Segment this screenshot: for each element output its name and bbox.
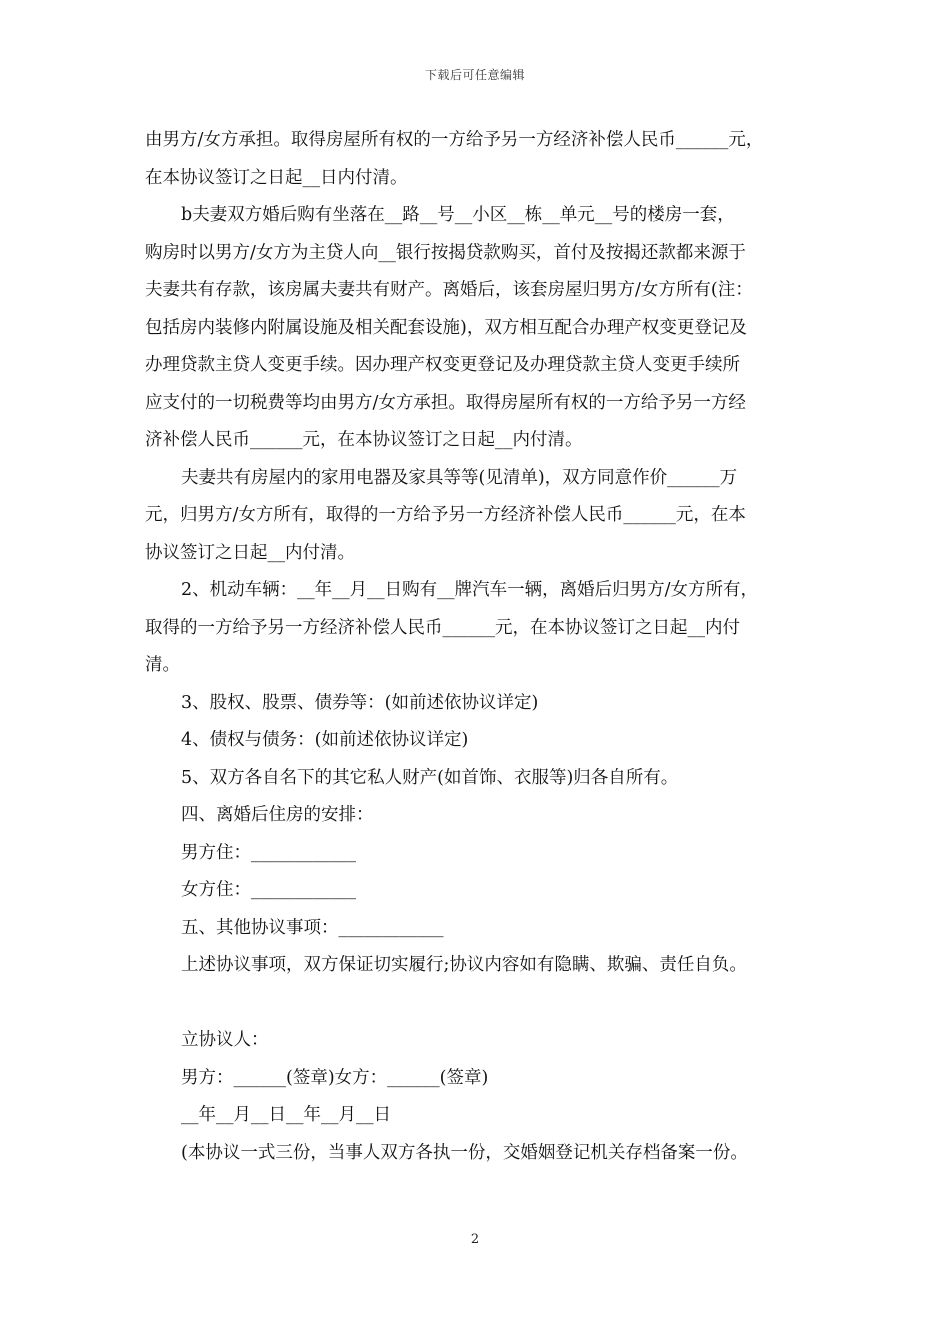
male-residence-field: 男方住：____________ — [181, 842, 356, 863]
female-residence-field: 女方住：____________ — [181, 880, 356, 900]
date-line: __年__月__日__年__月__日 — [181, 1105, 391, 1125]
page-number: 2 — [470, 1232, 480, 1247]
list-item-equity: 3、股权、股票、债券等：(如前述依协议详定) — [181, 692, 539, 713]
paragraph-line: 元，归男方/女方所有，取得的一方给予另一方经济补偿人民币______元，在本 — [145, 505, 746, 525]
paragraph-line: 协议签订之日起__内付清。 — [145, 542, 355, 563]
paragraph-line: 包括房内装修内附属设施及相关配套设施)，双方相互配合办理产权变更登记及 — [145, 317, 747, 338]
paragraph-line: 取得的一方给予另一方经济补偿人民币______元，在本协议签订之日起__内付 — [145, 617, 740, 638]
signatories-heading: 立协议人： — [181, 1030, 269, 1050]
page-header-note: 下载后可任意编辑 — [424, 68, 525, 82]
paragraph-line: 济补偿人民币______元，在本协议签订之日起__内付清。 — [145, 430, 583, 450]
paragraph-line: 购房时以男方/女方为主贷人向__银行按揭贷款购买，首付及按揭还款都来源于 — [145, 242, 746, 263]
paragraph-line: 夫妻共有房屋内的家用电器及家具等等(见清单)，双方同意作价______万 — [181, 467, 738, 488]
list-item-personal-property: 5、双方各自名下的其它私人财产(如首饰、衣服等)归各自所有。 — [181, 767, 679, 788]
paragraph-line: 由男方/女方承担。取得房屋所有权的一方给予另一方经济补偿人民币______元， — [145, 130, 764, 150]
paragraph-line: 2、机动车辆：__年__月__日购有__牌汽车一辆，离婚后归男方/女方所有， — [181, 580, 759, 600]
list-item-debts: 4、债权与债务：(如前述依协议详定) — [181, 730, 469, 750]
section-heading-other-matters: 五、其他协议事项：____________ — [181, 917, 444, 938]
paragraph-line: 清。 — [145, 655, 180, 675]
section-heading-housing: 四、离婚后住房的安排： — [181, 805, 374, 825]
paragraph-line: 应支付的一切税费等均由男方/女方承担。取得房屋所有权的一方给予另一方经 — [145, 392, 746, 413]
guarantee-statement: 上述协议事项，双方保证切实履行;协议内容如有隐瞒、欺骗、责任自负。 — [181, 955, 747, 975]
blank-gap — [145, 985, 817, 1023]
paragraph-line: 夫妻共有存款，该房属夫妻共有财产。离婚后，该套房屋归男方/女方所有(注： — [145, 280, 753, 300]
paragraph-line: b夫妻双方婚后购有坐落在__路__号__小区__栋__单元__号的楼房一套， — [181, 205, 735, 225]
document-body — [145, 122, 817, 1172]
paragraph-line: 在本协议签订之日起__日内付清。 — [145, 167, 408, 188]
signature-line: 男方：______(签章)女方：______(签章) — [181, 1067, 489, 1088]
paragraph-line: 办理贷款主贷人变更手续。因办理产权变更登记及办理贷款主贷人变更手续所 — [145, 355, 740, 375]
copies-note: (本协议一式三份，当事人双方各执一份，交婚姻登记机关存档备案一份。 — [181, 1142, 748, 1163]
